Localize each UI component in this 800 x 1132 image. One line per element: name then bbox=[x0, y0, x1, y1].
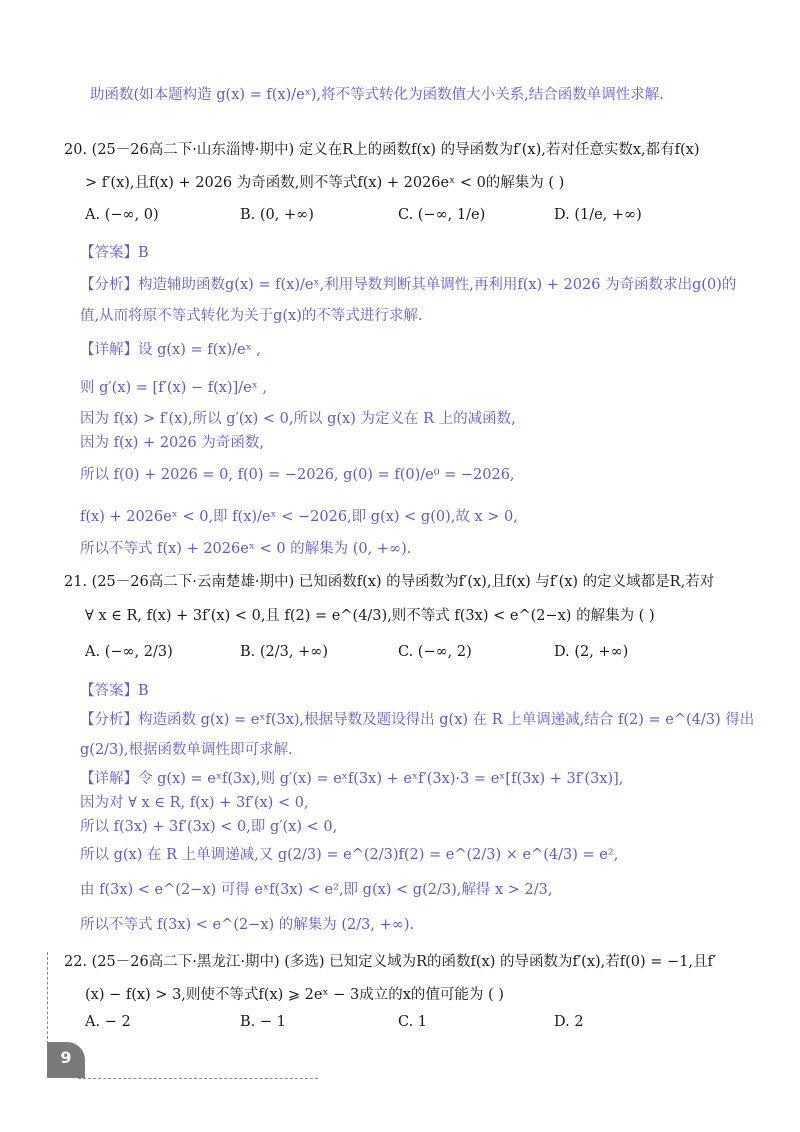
text-line-l27: 22. (25－26高二下·黑龙江·期中) (多选) 已知定义域为R的函数f(x) 的导函数为f′(x),若f(0) = −1,且f′ bbox=[64, 954, 717, 970]
option-o21d: D. (2, +∞) bbox=[554, 644, 629, 660]
option-o22a: A. − 2 bbox=[85, 1014, 131, 1030]
text-line-l10: 因为 f(x) > f′(x),所以 g′(x) < 0,所以 g(x) 为定义在 R 上的减函数, bbox=[80, 411, 516, 427]
text-line-l24: 所以 g(x) 在 R 上单调递减,又 g(2/3) = e^(2/3)f(2) = e^(2/3) × e^(4/3) = e², bbox=[80, 847, 619, 863]
text-line-l12: 所以 f(0) + 2026 = 0, f(0) = −2026, g(0) = f(0)/e⁰ = −2026, bbox=[80, 467, 515, 483]
text-line-l11: 因为 f(x) + 2026 为奇函数, bbox=[80, 435, 264, 451]
footer-dashed-line bbox=[78, 1078, 318, 1079]
text-line-l09: 则 g′(x) = [f′(x) − f(x)]/eˣ , bbox=[80, 380, 268, 396]
text-line-l26: 所以不等式 f(3x) < e^(2−x) 的解集为 (2/3, +∞). bbox=[80, 917, 415, 933]
option-o20d: D. (1/e, +∞) bbox=[554, 207, 642, 223]
option-o20c: C. (−∞, 1/e) bbox=[398, 207, 486, 223]
option-o21a: A. (−∞, 2/3) bbox=[85, 644, 173, 660]
page-number: 9 bbox=[60, 1048, 72, 1067]
option-o20b: B. (0, +∞) bbox=[240, 207, 314, 223]
text-line-l18: 【答案】B bbox=[80, 683, 149, 699]
text-line-l07: 值,从而将原不等式转化为关于g(x)的不等式进行求解. bbox=[80, 308, 423, 324]
text-line-l08: 【详解】设 g(x) = f(x)/eˣ , bbox=[80, 342, 261, 358]
text-line-l28: (x) − f(x) > 3,则使不等式f(x) ⩾ 2eˣ − 3成立的x的值可能为 ( ) bbox=[85, 987, 504, 1003]
text-line-l16: ∀ x ∈ R, f(x) + 3f′(x) < 0,且 f(2) = e^(4/3),则不等式 f(3x) < e^(2−x) 的解集为 ( ) bbox=[85, 608, 655, 624]
text-line-l14: 所以不等式 f(x) + 2026eˣ < 0 的解集为 (0, +∞). bbox=[80, 541, 412, 557]
text-line-l06: 【分析】构造辅助函数g(x) = f(x)/eˣ,利用导数判断其单调性,再利用f(x) + 2026 为奇函数求出g(0)的 bbox=[80, 277, 737, 293]
text-line-l01: 助函数(如本题构造 g(x) = f(x)/eˣ),将不等式转化为函数值大小关系,结合函数单调性求解. bbox=[90, 87, 664, 103]
margin-dashed-line bbox=[47, 952, 48, 1044]
option-o20a: A. (−∞, 0) bbox=[85, 207, 159, 223]
text-line-l15: 21. (25－26高二下·云南楚雄·期中) 已知函数f(x) 的导函数为f′(x),且f(x) 与f′(x) 的定义域都是R,若对 bbox=[64, 574, 715, 590]
option-o22c: C. 1 bbox=[398, 1014, 428, 1030]
option-o21c: C. (−∞, 2) bbox=[398, 644, 472, 660]
text-line-l21: 【详解】令 g(x) = eˣf(3x),则 g′(x) = eˣf(3x) + eˣf′(3x)·3 = eˣ[f(3x) + 3f′(3x)], bbox=[80, 771, 624, 787]
text-line-l02: 20. (25－26高二下·山东淄博·期中) 定义在R上的函数f(x) 的导函数为f′(x),若对任意实数x,都有f(x) bbox=[64, 142, 700, 158]
text-line-l22: 因为对 ∀ x ∈ R, f(x) + 3f′(x) < 0, bbox=[80, 795, 309, 811]
text-line-l23: 所以 f(3x) + 3f′(3x) < 0,即 g′(x) < 0, bbox=[80, 819, 338, 835]
option-o22b: B. − 1 bbox=[240, 1014, 286, 1030]
text-line-l05: 【答案】B bbox=[80, 245, 149, 261]
option-o22d: D. 2 bbox=[554, 1014, 584, 1030]
text-line-l19: 【分析】构造函数 g(x) = eˣf(3x),根据导数及题设得出 g(x) 在 R 上单调递减,结合 f(2) = e^(4/3) 得出 bbox=[80, 712, 755, 728]
text-line-l25: 由 f(3x) < e^(2−x) 可得 eˣf(3x) < e²,即 g(x) < g(2/3),解得 x > 2/3, bbox=[80, 882, 553, 898]
text-line-l13: f(x) + 2026eˣ < 0,即 f(x)/eˣ < −2026,即 g(x) < g(0),故 x > 0, bbox=[80, 509, 518, 525]
text-line-l03: > f′(x),且f(x) + 2026 为奇函数,则不等式f(x) + 2026eˣ < 0的解集为 ( ) bbox=[85, 175, 565, 191]
option-o21b: B. (2/3, +∞) bbox=[240, 644, 328, 660]
text-line-l20: g(2/3),根据函数单调性即可求解. bbox=[80, 742, 293, 758]
